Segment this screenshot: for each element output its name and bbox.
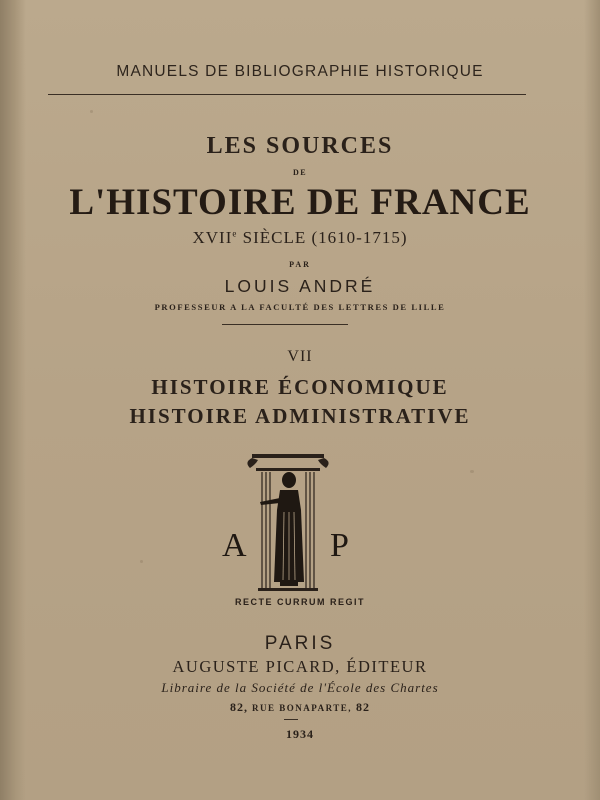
title-connector: DE xyxy=(292,168,308,177)
title-line-1: LES SOURCES xyxy=(206,133,394,159)
imprint-year: 1934 xyxy=(286,727,314,741)
publisher-emblem-icon xyxy=(208,450,368,595)
emblem-letter-p: P xyxy=(330,527,349,564)
imprint-libraire: Libraire de la Société de l'École des Chartes xyxy=(161,680,439,695)
imprint-publisher: AUGUSTE PICARD, ÉDITEUR xyxy=(172,657,428,676)
author-rule xyxy=(222,324,348,325)
volume-subtitle-2: HISTOIRE ADMINISTRATIVE xyxy=(129,404,471,428)
paper-spot xyxy=(90,110,93,113)
paper-spot xyxy=(140,560,143,563)
imprint-city: PARIS xyxy=(264,633,336,654)
century-line: XVIIe SIÈCLE (1610-1715) xyxy=(192,228,408,247)
series-title: MANUELS DE BIBLIOGRAPHIE HISTORIQUE xyxy=(116,63,484,80)
top-rule xyxy=(48,94,526,95)
author-description: PROFESSEUR A LA FACULTÉ DES LETTRES DE LILLE xyxy=(154,302,446,312)
author-name: LOUIS ANDRÉ xyxy=(224,276,376,296)
emblem-motto: RECTE CURRUM REGIT xyxy=(235,597,365,607)
imprint-address: 82, RUE BONAPARTE, 82 xyxy=(229,700,371,714)
imprint-rule xyxy=(284,719,298,720)
emblem-letter-a: A xyxy=(222,527,247,564)
paper-spot xyxy=(470,470,474,473)
main-title: L'HISTOIRE DE FRANCE xyxy=(69,182,531,223)
volume-subtitle-1: HISTOIRE ÉCONOMIQUE xyxy=(151,375,449,399)
volume-number: VII xyxy=(287,348,313,365)
par-label: PAR xyxy=(289,260,311,269)
